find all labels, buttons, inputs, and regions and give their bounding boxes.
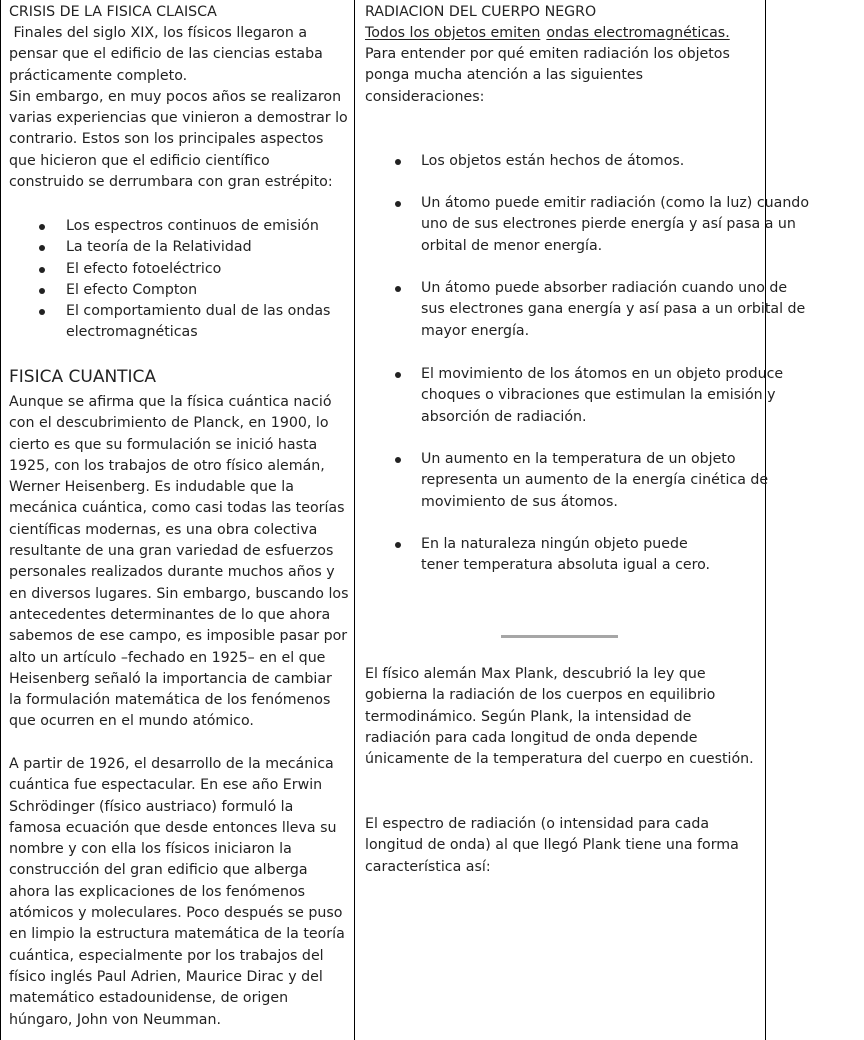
- right-title: RADIACION DEL CUERPO NEGRO: [365, 4, 597, 20]
- left-bullet-list: [9, 216, 349, 344]
- right-underlined-line: [365, 23, 730, 44]
- list-item: El movimiento de los átomos en un objeto produce choques o vibraciones que estimulan la emisión y absorción de radiación.: [365, 364, 813, 428]
- separator-line: [501, 635, 618, 638]
- underlined-phrase-1: Todos los objetos emiten: [365, 25, 541, 41]
- list-item: El efecto fotoeléctrico: [9, 259, 349, 280]
- list-item: Un átomo puede emitir radiación (como la luz) cuando uno de sus electrones pierde energía y así pasa a un orbital de menor energía.: [365, 193, 813, 257]
- list-item: En la naturaleza ningún objeto puede tener temperatura absoluta igual a cero.: [365, 534, 813, 577]
- list-item: La teoría de la Relatividad: [9, 237, 349, 258]
- left-paragraph-1: Aunque se afirma que la física cuántica nació con el descubrimiento de Planck, en 1900, lo cierto es que su formulación se inició hasta 1925, con los trabajos de otro físico alemán, Werner Heisenberg. Es indudable que la mecánica cuántica, como casi todas las teorías científicas modernas, es una obra colectiva resultante de una gran variedad de esfuerzos personales realizados durante muchos años y en diversos lugares. Sin embargo, buscando los antecedentes determinantes de lo que ahora sabemos de ese campo, es imposible pasar por alto un artículo –fechado en 1925– en el que Heisenberg señaló la importancia de cambiar la formulación matemática de los fenómenos que ocurren en el mundo atómico.: [9, 394, 353, 730]
- right-paragraph-1: El físico alemán Max Plank, descubrió la ley que gobierna la radiación de los cuerpos en equilibrio termodinámico. Según Plank, la intensidad de radiación para cada longitud de onda depende únicamente de la temperatura del cuerpo en cuestión.: [365, 666, 754, 768]
- right-paragraph-2: El espectro de radiación (o intensidad para cada longitud de onda) al que llegó Plank tiene una forma característica así:: [365, 816, 744, 875]
- list-item: Los espectros continuos de emisión: [9, 216, 349, 237]
- left-paragraph-2: A partir de 1926, el desarrollo de la mecánica cuántica fue espectacular. En ese año Erwin Schrödinger (físico austriaco) formuló la famosa ecuación que desde entonces lleva su nombre y con ella los físicos iniciaron la construcción del gran edificio que alberga ahora las explicaciones de los fenómenos atómicos y moleculares. Poco después se puso en limpio la estructura matemática de la teoría cuántica, especialmente por los trabajos del físico inglés Paul Adrien, Maurice Dirac y del matemático estadounidense, de origen húngaro, John von Neumman.: [9, 756, 350, 1028]
- list-item: El efecto Compton: [9, 280, 349, 301]
- right-intro: Para entender por qué emiten radiación los objetos ponga mucha atención a las siguientes consideraciones:: [365, 46, 735, 105]
- list-item: El comportamiento dual de las ondas electromagnéticas: [9, 301, 349, 344]
- list-item: Los objetos están hechos de átomos.: [365, 151, 813, 172]
- list-item: Un aumento en la temperatura de un objeto representa un aumento de la energía cinética de movimiento de sus átomos.: [365, 449, 813, 513]
- list-item: Un átomo puede absorber radiación cuando uno de sus electrones gana energía y así pasa a un orbital de mayor energía.: [365, 278, 813, 342]
- section-title-fisica-cuantica: FISICA CUANTICA: [9, 367, 157, 387]
- underlined-phrase-2: ondas electromagnéticas.: [546, 25, 730, 41]
- left-intro: Finales del siglo XIX, los físicos llegaron a pensar que el edificio de las ciencias estaba prácticamente completo. Sin embargo, en muy pocos años se realizaron varias experiencias que vinieron a demostrar lo contrario. Estos son los principales aspectos que hicieron que el edificio científico construido se derrumbara con gran estrépito:: [9, 25, 348, 191]
- column-divider: [354, 0, 355, 1040]
- left-title: CRISIS DE LA FISICA CLAISCA: [9, 4, 217, 20]
